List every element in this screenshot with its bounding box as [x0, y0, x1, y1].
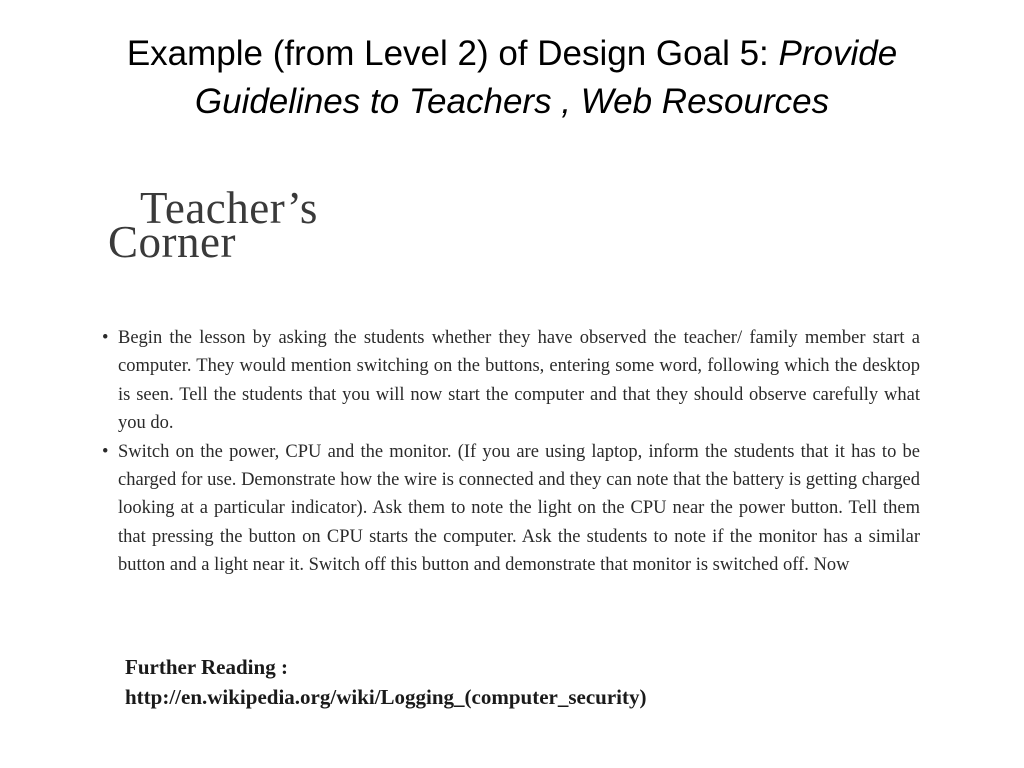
slide-title	[30, 30, 994, 126]
logo-word-corner: Corner	[108, 217, 236, 267]
slide-title-line-1	[30, 30, 994, 78]
further-reading	[125, 652, 825, 712]
further-reading-link[interactable]: http://en.wikipedia.org/wiki/Logging_(computer_security)	[125, 685, 647, 709]
bullet-marker: •	[102, 441, 109, 462]
bullet-item-2	[102, 438, 920, 580]
logo-word-teachers: Teacher’s	[140, 183, 318, 233]
bullet-text: Switch on the power, CPU and the monitor. (If you are using laptop, inform the students that it has to be charged for use. Demonstrate how the wire is connected and they can note that the battery is getting charged looking at a particular indicator). Ask them to note the light on the CPU near the power button. Tell them that pressing the button on CPU starts the computer. Ask the students to note if the monitor has a similar button and a light near it. Switch off this button and demonstrate that monitor is switched off. Now	[118, 441, 920, 576]
further-reading-label: Further Reading :	[125, 655, 288, 679]
bullet-item-1	[102, 324, 920, 438]
bullet-marker: •	[102, 328, 109, 348]
teachers-corner-logo	[108, 183, 368, 273]
lesson-bullet-list	[102, 324, 920, 604]
title-plain-text: Example (from Level 2) of Design Goal 5:	[126, 34, 779, 73]
title-italic-text-1: Provide	[778, 34, 898, 73]
title-italic-text-2: Guidelines to Teachers , Web Resources	[194, 82, 830, 121]
slide-title-line-2	[30, 78, 994, 126]
bullet-text: Begin the lesson by asking the students whether they have observed the teacher/ family member start a computer. They would mention switching on the buttons, entering some word, following which the desktop is seen. Tell the students that you will now start the computer and that they should observe carefully what you do.	[118, 328, 920, 434]
